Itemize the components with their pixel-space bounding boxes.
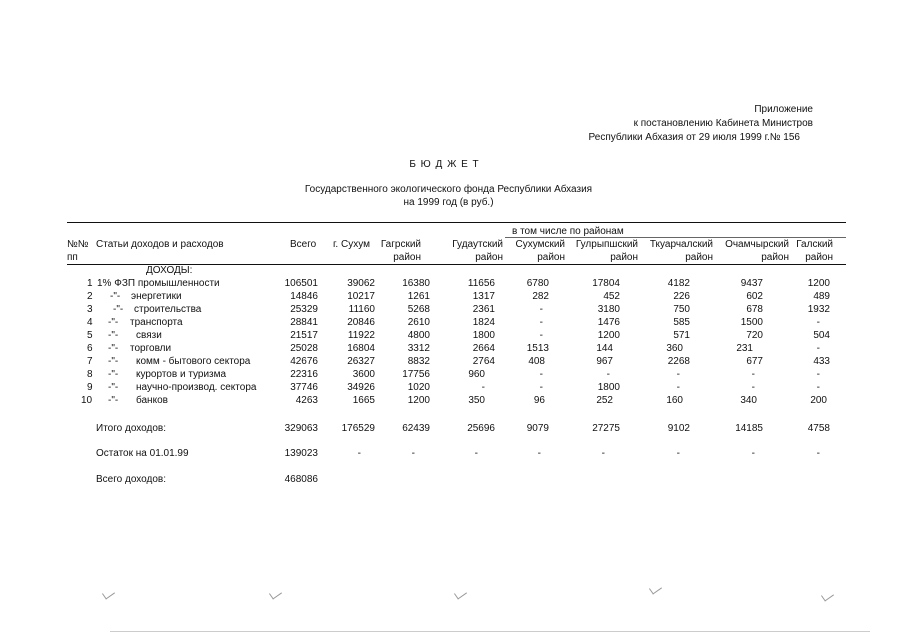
header-sukhumi-district-line-1: Сухумский — [515, 239, 565, 250]
table-row — [0, 279, 905, 291]
row-gali: 1932 — [807, 304, 830, 315]
row-sukhumi-district: - — [539, 369, 543, 380]
table-row — [0, 396, 905, 408]
row-ditto: -"- — [108, 382, 119, 393]
row-gudauta: 2764 — [472, 356, 495, 367]
total-income-row — [0, 424, 905, 436]
row-gali: 504 — [813, 330, 830, 341]
header-num-2: пп — [67, 252, 78, 263]
header-gulripsh-line-1: Гулрыпшский — [575, 239, 638, 250]
row-total: 37746 — [290, 382, 318, 393]
total-income-sukhumi-district: 9079 — [526, 423, 549, 434]
row-gulripsh: 452 — [603, 291, 620, 302]
row-gagra: 4800 — [407, 330, 430, 341]
row-ochamchira: - — [751, 369, 755, 380]
row-tkvarchal: - — [676, 369, 680, 380]
header-tkvarchal — [650, 238, 713, 264]
row-gulripsh: 252 — [596, 395, 613, 406]
header-gudauta-line-1: Гудаутский — [452, 239, 503, 250]
row-total: 25329 — [290, 304, 318, 315]
row-tkvarchal: 750 — [673, 304, 690, 315]
total-income-label: Итого доходов: — [96, 423, 166, 434]
row-ochamchira: 340 — [740, 395, 757, 406]
row-ochamchira: 602 — [746, 291, 763, 302]
row-gagra: 16380 — [402, 278, 430, 289]
header-gali-line-1: Галский — [796, 239, 833, 250]
table-row — [0, 305, 905, 317]
header-gagra-line-1: Гагрский — [380, 239, 421, 250]
balance-gudauta: - — [474, 448, 478, 459]
total-income-sukhum: 176529 — [341, 423, 375, 434]
header-gudauta — [452, 238, 503, 264]
total-income-gudauta: 25696 — [467, 423, 495, 434]
row-total: 28841 — [290, 317, 318, 328]
row-gali: 1200 — [807, 278, 830, 289]
row-sukhum: 3600 — [352, 369, 375, 380]
header-num-1: №№ — [67, 239, 89, 250]
row-gudauta: 1317 — [472, 291, 495, 302]
districts-caption: в том числе по районам — [512, 226, 624, 237]
row-sukhumi-district: - — [539, 304, 543, 315]
appendix-line-1: Приложение — [754, 104, 813, 115]
header-sukhumi-district-line-2: район — [537, 252, 565, 263]
header-gulripsh — [576, 238, 638, 264]
row-sukhumi-district: - — [539, 317, 543, 328]
row-num: 1 — [87, 278, 93, 289]
row-num: 5 — [87, 330, 93, 341]
row-sukhumi-district: 1513 — [526, 343, 549, 354]
row-total: 106501 — [284, 278, 318, 289]
row-gudauta: 350 — [468, 395, 485, 406]
row-ditto: -"- — [108, 395, 119, 406]
row-ochamchira: - — [751, 382, 755, 393]
row-sukhum: 16804 — [347, 343, 375, 354]
row-gudauta: 11656 — [467, 278, 495, 289]
scan-bottom-edge — [110, 631, 870, 632]
row-ochamchira: 231 — [736, 343, 753, 354]
row-ochamchira: 678 — [746, 304, 763, 315]
row-gulripsh: 17804 — [592, 278, 620, 289]
header-ochamchira-line-1: Очамчырский — [725, 239, 789, 250]
header-gagra — [381, 238, 421, 264]
row-sukhumi-district: 408 — [528, 356, 545, 367]
row-tkvarchal: 2268 — [667, 356, 690, 367]
row-gudauta: 1800 — [472, 330, 495, 341]
row-gulripsh: 1800 — [597, 382, 620, 393]
row-gudauta: 1824 — [472, 317, 495, 328]
balance-row — [0, 449, 905, 461]
table-row — [0, 357, 905, 369]
row-name: связи — [136, 330, 162, 341]
row-num: 8 — [87, 369, 93, 380]
row-name: научно-производ. сектора — [136, 382, 257, 393]
document-subtitle-1: Государственного экологического фонда Республики Абхазия — [304, 184, 593, 195]
row-total: 22316 — [290, 369, 318, 380]
header-articles: Статьи доходов и расходов — [96, 239, 224, 250]
row-total: 14846 — [290, 291, 318, 302]
row-ditto: -"- — [110, 291, 121, 302]
row-tkvarchal: 585 — [673, 317, 690, 328]
header-ochamchira — [725, 238, 789, 264]
header-sukhum: г. Сухум — [333, 239, 370, 250]
row-sukhumi-district: 96 — [533, 395, 545, 406]
row-name: курортов и туризма — [136, 369, 227, 380]
row-num: 2 — [87, 291, 93, 302]
scan-mark — [454, 587, 467, 599]
row-ochamchira: 9437 — [740, 278, 763, 289]
row-ochamchira: 677 — [746, 356, 763, 367]
balance-tkvarchal: - — [676, 448, 680, 459]
row-gulripsh: 967 — [596, 356, 613, 367]
header-gali — [796, 238, 833, 264]
row-num: 4 — [87, 317, 93, 328]
header-ochamchira-line-2: район — [761, 252, 789, 263]
row-num: 6 — [87, 343, 93, 354]
row-sukhum: 39062 — [347, 278, 375, 289]
row-total: 21517 — [290, 330, 318, 341]
balance-total: 139023 — [284, 448, 318, 459]
row-tkvarchal: 571 — [673, 330, 690, 341]
row-gulripsh: 1200 — [597, 330, 620, 341]
row-ditto: -"- — [108, 343, 119, 354]
row-gulripsh: - — [606, 369, 610, 380]
row-ochamchira: 720 — [746, 330, 763, 341]
row-ditto: -"- — [108, 369, 119, 380]
table-row — [0, 318, 905, 330]
row-sukhumi-district: - — [539, 382, 543, 393]
header-gali-line-2: район — [805, 252, 833, 263]
table-row — [0, 292, 905, 304]
scan-mark — [102, 587, 115, 599]
row-gudauta: 960 — [468, 369, 485, 380]
row-num: 3 — [87, 304, 93, 315]
row-name: строительства — [134, 304, 202, 315]
row-gagra: 1200 — [407, 395, 430, 406]
grand-total-row — [0, 475, 905, 487]
row-total: 25028 — [290, 343, 318, 354]
header-tkvarchal-line-1: Ткуарчалский — [649, 239, 713, 250]
row-tkvarchal: 4182 — [667, 278, 690, 289]
table-row — [0, 331, 905, 343]
row-gudauta: 2664 — [472, 343, 495, 354]
total-income-tkvarchal: 9102 — [667, 423, 690, 434]
row-sukhum: 26327 — [347, 356, 375, 367]
row-num: 10 — [81, 395, 93, 406]
row-tkvarchal: - — [676, 382, 680, 393]
total-income-total: 329063 — [284, 423, 318, 434]
row-sukhum: 20846 — [347, 317, 375, 328]
table-top-rule — [67, 222, 846, 223]
row-ditto: -"- — [113, 304, 124, 315]
row-name: транспорта — [130, 317, 183, 328]
row-gagra: 3312 — [407, 343, 430, 354]
header-gudauta-line-2: район — [475, 252, 503, 263]
section-label-income: ДОХОДЫ: — [146, 265, 193, 276]
total-income-ochamchira: 14185 — [735, 423, 763, 434]
balance-label: Остаток на 01.01.99 — [96, 448, 189, 459]
row-num: 9 — [87, 382, 93, 393]
row-gali: - — [816, 382, 820, 393]
row-name: комм - бытового сектора — [136, 356, 251, 367]
scan-mark — [649, 582, 662, 594]
appendix-line-3: Республики Абхазия от 29 июля 1999 г.№ 156 — [588, 132, 800, 143]
table-row — [0, 370, 905, 382]
scan-mark — [821, 589, 834, 601]
row-num: 7 — [87, 356, 93, 367]
row-total: 42676 — [290, 356, 318, 367]
row-tkvarchal: 360 — [666, 343, 683, 354]
table-row — [0, 383, 905, 395]
row-gagra: 1261 — [407, 291, 430, 302]
scan-mark — [269, 587, 282, 599]
grand-total-value: 468086 — [284, 474, 318, 485]
row-gali: - — [816, 317, 820, 328]
row-sukhum: 11160 — [348, 304, 375, 315]
row-name: 1% ФЗП промышленности — [97, 278, 220, 289]
row-ditto: -"- — [108, 330, 119, 341]
row-gulripsh: 3180 — [597, 304, 620, 315]
row-gali: 433 — [813, 356, 830, 367]
row-sukhum: 34926 — [347, 382, 375, 393]
row-gali: - — [816, 369, 820, 380]
row-gagra: 1020 — [407, 382, 430, 393]
row-sukhumi-district: 282 — [532, 291, 549, 302]
header-tkvarchal-line-2: район — [685, 252, 713, 263]
document-title: Б Ю Д Ж Е Т — [409, 159, 480, 170]
row-sukhumi-district: 6780 — [526, 278, 549, 289]
total-income-gulripsh: 27275 — [592, 423, 620, 434]
row-gudauta: 2361 — [472, 304, 495, 315]
row-name: энергетики — [131, 291, 182, 302]
row-sukhum: 1665 — [352, 395, 375, 406]
appendix-line-2: к постановлению Кабинета Министров — [633, 118, 813, 129]
row-gali: 489 — [813, 291, 830, 302]
row-gudauta: - — [481, 382, 485, 393]
row-ditto: -"- — [108, 356, 119, 367]
total-income-gagra: 62439 — [402, 423, 430, 434]
row-tkvarchal: 160 — [666, 395, 683, 406]
row-name: торговли — [130, 343, 172, 354]
row-gulripsh: 144 — [596, 343, 613, 354]
header-sukhumi-district — [515, 238, 565, 264]
row-gagra: 2610 — [407, 317, 430, 328]
grand-total-label: Всего доходов: — [96, 474, 166, 485]
row-ochamchira: 1500 — [740, 317, 763, 328]
row-tkvarchal: 226 — [673, 291, 690, 302]
header-gulripsh-line-2: район — [610, 252, 638, 263]
row-gagra: 5268 — [407, 304, 430, 315]
row-gulripsh: 1476 — [597, 317, 620, 328]
header-total: Всего — [290, 239, 317, 250]
row-sukhum: 11922 — [347, 330, 375, 341]
balance-gagra: - — [411, 448, 415, 459]
row-name: банков — [136, 395, 168, 406]
total-income-gali: 4758 — [807, 423, 830, 434]
row-sukhum: 10217 — [347, 291, 375, 302]
row-gagra: 17756 — [402, 369, 430, 380]
balance-sukhum: - — [357, 448, 361, 459]
row-gagra: 8832 — [407, 356, 430, 367]
header-gagra-line-2: район — [393, 252, 421, 263]
row-total: 4263 — [295, 395, 318, 406]
balance-ochamchira: - — [751, 448, 755, 459]
row-gali: - — [816, 343, 820, 354]
balance-gulripsh: - — [601, 448, 605, 459]
balance-sukhumi-district: - — [537, 448, 541, 459]
row-ditto: -"- — [108, 317, 119, 328]
document-subtitle-2: на 1999 год (в руб.) — [403, 197, 494, 208]
row-gali: 200 — [810, 395, 827, 406]
table-row — [0, 344, 905, 356]
balance-gali: - — [816, 448, 820, 459]
row-sukhumi-district: - — [539, 330, 543, 341]
